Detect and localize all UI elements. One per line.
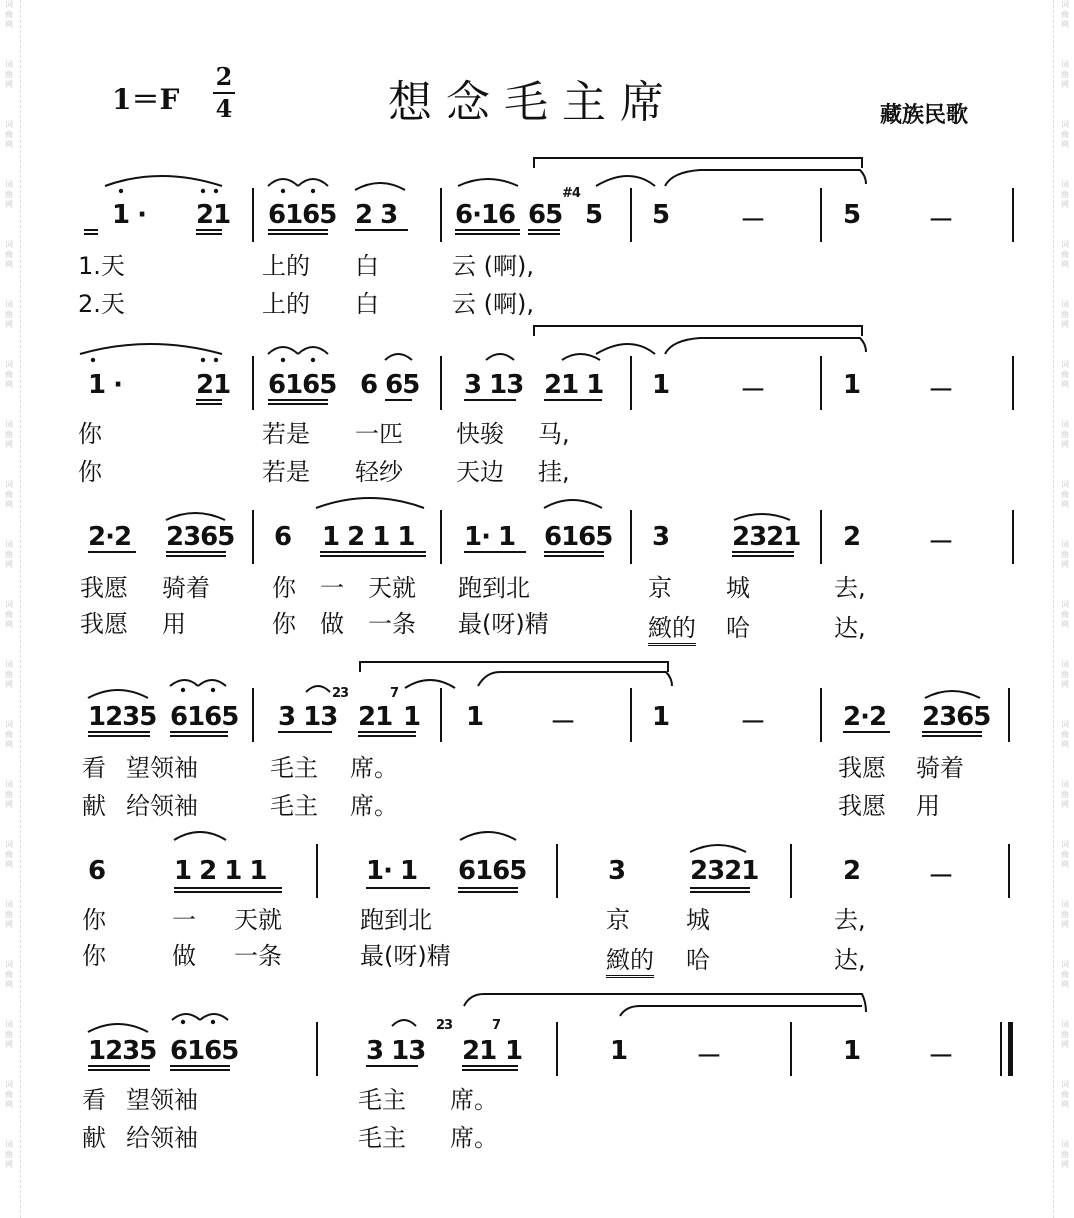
watermark-text: 词 曲 网 [5,480,13,509]
slur [460,832,516,840]
slur [80,344,222,354]
slur [392,1020,416,1026]
octave-dot [311,189,315,193]
lyric: 毛主 [358,1124,406,1152]
note: 1235 [88,1036,157,1066]
underline [88,732,150,736]
octave-dot [281,189,285,193]
note: 21 [462,1036,497,1066]
lyric: 2.天 [78,290,125,318]
watermark-text: 词 曲 网 [5,240,13,269]
slur [105,176,222,186]
underline [732,552,794,556]
watermark-text: 词 曲 网 [1061,840,1069,869]
note: 6·16 [455,200,516,230]
lyric: 挂, [538,458,570,486]
slur [306,686,330,692]
watermark-text: 词 曲 网 [1061,1020,1069,1049]
note: 21 [196,370,231,400]
dash: － [740,708,766,738]
octave-dot [211,688,215,692]
lyric: 哈 [686,946,710,974]
lyric: 做 [172,942,196,970]
lyric: 骑着 [916,754,964,782]
lyric: 上的 [262,290,310,318]
attribution: 藏族民歌 [880,103,969,128]
note: 1· 1 [366,856,418,886]
lyric: 緻的 [648,608,696,646]
underline [268,230,328,234]
lyric: 你 [78,420,102,448]
note: 1 [505,1036,523,1066]
slur [174,832,226,840]
slur [316,498,424,508]
lyric: 你 [82,942,106,970]
lyric: 一条 [368,610,416,638]
lyric: 天就 [234,906,282,934]
underline [544,552,604,556]
note: 3 13 [366,1036,426,1066]
lyric: 达, [834,614,866,642]
note: 6165 [458,856,527,886]
octave-dot [281,358,285,362]
lyric: 跑到北 [360,906,432,934]
watermark-text: 词 曲 网 [1061,360,1069,389]
underline [922,732,982,736]
watermark-text: 词 曲 网 [1061,180,1069,209]
watermark-text: 词 曲 网 [5,1020,13,1049]
slur [172,1014,200,1020]
note: 21 [358,702,393,732]
watermark-text: 词 曲 网 [1061,660,1069,689]
note: 1 [652,702,670,732]
grace-note: #4 [562,186,580,201]
watermark-text: 词 曲 网 [5,540,13,569]
lyric: 最(呀)精 [360,942,451,970]
lyric: 上的 [262,252,310,280]
underline [528,230,560,234]
lyric: 緻的 [606,940,654,978]
dash: － [550,708,576,738]
underline [358,732,416,736]
lyric: 一 [172,906,196,934]
slur [268,347,298,354]
watermark-text: 词 曲 网 [1061,960,1069,989]
watermark-text: 词 曲 网 [5,300,13,329]
underline [320,552,426,556]
octave-dot [201,358,205,362]
watermark-text: 词 曲 网 [1061,1080,1069,1109]
bracket [534,326,862,336]
slur [405,680,455,688]
note: 1 [466,702,484,732]
slur [170,680,198,686]
underline [166,552,226,556]
lyric: 毛主 [270,792,318,820]
lyric: 席。 [350,754,398,782]
note: 6165 [268,370,337,400]
lyric: 若是 [262,458,310,486]
lyric: 1.天 [78,252,125,280]
watermark-text: 词 曲 网 [5,1080,13,1109]
lyric: 我愿 [80,610,128,638]
dash: － [928,376,954,406]
slur [596,344,655,354]
octave-dot [214,358,218,362]
slur [925,691,980,698]
slur [200,1014,228,1020]
note: 65 [528,200,563,230]
note: 2·2 [843,702,887,732]
underline [268,400,328,404]
lyric: 席。 [450,1124,498,1152]
underline [690,888,750,892]
lyric: 去, [834,574,866,602]
lyric: 京 [648,574,672,602]
underline [170,732,228,736]
note: 6165 [544,522,613,552]
octave-dot [201,189,205,193]
note: 2 3 [355,200,398,230]
tie [478,672,672,686]
underline [458,888,518,892]
slur [562,354,600,360]
watermark-text: 词 曲 网 [1061,1140,1069,1169]
underline [170,1066,230,1070]
note: 1 [843,1036,861,1066]
note: 3 13 [464,370,524,400]
watermark-text: 词 曲 网 [1061,540,1069,569]
lyric: 我愿 [838,792,886,820]
lyric: 去, [834,906,866,934]
note: 21 1 [544,370,604,400]
watermark-text: 词 曲 网 [5,840,13,869]
watermark-text: 词 曲 网 [1061,120,1069,149]
watermark-text: 词 曲 网 [1061,720,1069,749]
watermark-text: 词 曲 网 [5,960,13,989]
lyric: 城 [726,574,750,602]
lyric: 给领袖 [126,792,198,820]
watermark-text: 词 曲 网 [5,600,13,629]
watermark-text: 词 曲 网 [5,180,13,209]
lyric: 用 [162,610,186,638]
lyric: 你 [78,458,102,486]
slur [298,179,328,186]
note: 2 [843,856,861,886]
lyric: 城 [686,906,710,934]
tie [464,994,866,1012]
lyric: 一匹 [355,420,403,448]
tie [620,1006,862,1016]
tie [665,338,866,354]
slur [458,179,518,186]
watermark-text: 词 曲 网 [1061,600,1069,629]
lyric: 你 [82,906,106,934]
lyric: 给领袖 [126,1124,198,1152]
slur [88,690,148,698]
lyric: 用 [916,792,940,820]
lyric: 达, [834,946,866,974]
note: 6165 [268,200,337,230]
watermark-text: 词 曲 网 [5,0,13,29]
underline [84,230,98,234]
lyric: 你 [272,574,296,602]
slur [385,354,412,360]
underline [196,230,222,234]
slur [198,680,226,686]
watermark-text: 词 曲 网 [5,660,13,689]
dash: － [696,1042,722,1072]
underline [196,400,222,404]
lyric: 献 [82,1124,106,1152]
lyric: 一 [320,574,344,602]
lyric: 白 [355,290,379,318]
watermark-text: 词 曲 网 [1061,300,1069,329]
slur [355,183,405,190]
lyric: 毛主 [358,1086,406,1114]
note: 1 [843,370,861,400]
dash: － [928,1042,954,1072]
slur [268,179,298,186]
slur [166,513,225,520]
watermark-text: 词 曲 网 [1061,0,1069,29]
lyric: 望领袖 [126,754,198,782]
song-title: 想念毛主席 [388,77,678,128]
lyric: 马, [538,420,570,448]
note: 3 13 [278,702,338,732]
lyric: 快骏 [456,420,504,448]
slur [734,514,790,520]
note: 1 · [88,370,123,400]
dash: － [740,376,766,406]
dash: － [928,862,954,892]
time-signature-top: 2 [215,62,233,91]
note: 2·2 [88,522,132,552]
grace-note: 7 [390,686,399,701]
watermark-text: 词 曲 网 [5,1140,13,1169]
octave-dot [181,1020,185,1024]
lyric: 最(呀)精 [458,610,549,638]
lyric: 看 [82,1086,106,1114]
watermark-text: 词 曲 网 [5,720,13,749]
lyric: 望领袖 [126,1086,198,1114]
note: 6165 [170,702,239,732]
watermark-text: 词 曲 网 [5,900,13,929]
lyric: 云 (啊), [452,252,534,280]
watermark-text: 词 曲 网 [1061,900,1069,929]
underline [455,230,520,234]
octave-dot [211,1020,215,1024]
lyric: 轻纱 [355,458,403,486]
note: 3 [652,522,670,552]
octave-dot [214,189,218,193]
underline [88,1066,150,1070]
lyric: 京 [606,906,630,934]
octave-dot [91,358,95,362]
note: 2 [843,522,861,552]
note: 6165 [170,1036,239,1066]
slur [486,354,514,360]
note: 2321 [732,522,801,552]
time-signature-bottom: 4 [215,94,233,123]
grace-note: 23 [436,1018,453,1033]
lyric: 跑到北 [458,574,530,602]
watermark-text: 词 曲 网 [1061,420,1069,449]
note: 1 [610,1036,628,1066]
lyric: 天就 [368,574,416,602]
dash: － [928,528,954,558]
note: 3 [608,856,626,886]
lyric: 席。 [350,792,398,820]
watermark-text: 词 曲 网 [5,420,13,449]
lyric: 天边 [456,458,504,486]
lyric: 哈 [726,614,750,642]
underline [174,888,282,892]
slur [690,845,746,852]
lyric: 做 [320,610,344,638]
key-signature: 1＝F [112,83,180,116]
note: 6 65 [360,370,420,400]
octave-dot [311,358,315,362]
note: 6 [88,856,106,886]
slur [596,176,655,186]
lyric: 你 [272,610,296,638]
lyric: 看 [82,754,106,782]
lyric: 若是 [262,420,310,448]
bracket [534,158,862,168]
grace-note: 7 [492,1018,501,1033]
slur [298,347,328,354]
lyric: 白 [355,252,379,280]
grace-note: 23 [332,686,349,701]
watermark-text: 词 曲 网 [1061,240,1069,269]
watermark-text: 词 曲 网 [1061,60,1069,89]
note: 1 [652,370,670,400]
slur [88,1024,148,1032]
note: 1 [403,702,421,732]
watermark-text: 词 曲 网 [5,780,13,809]
note: 1 2 1 1 [322,522,415,552]
lyric: 我愿 [80,574,128,602]
note: 2321 [690,856,759,886]
note: 6 [274,522,292,552]
note: 2365 [922,702,991,732]
note: 5 [652,200,670,230]
note: 1 · [112,200,147,230]
watermark-text: 词 曲 网 [1061,780,1069,809]
lyric: 献 [82,792,106,820]
lyric: 毛主 [270,754,318,782]
note: 1· 1 [464,522,516,552]
watermark-text: 词 曲 网 [1061,480,1069,509]
lyric: 席。 [450,1086,498,1114]
watermark-text: 词 曲 网 [5,60,13,89]
note: 5 [843,200,861,230]
slur [544,500,602,508]
underline [462,1066,518,1070]
note: 1235 [88,702,157,732]
dash: － [928,206,954,236]
bracket [360,662,668,672]
watermark-text: 词 曲 网 [5,120,13,149]
lyric: 我愿 [838,754,886,782]
note: 5 [585,200,603,230]
lyric: 骑着 [162,574,210,602]
lyric: 云 (啊), [452,290,534,318]
lyric: 一条 [234,942,282,970]
note: 1 2 1 1 [174,856,267,886]
watermark-text: 词 曲 网 [5,360,13,389]
octave-dot [119,189,123,193]
tie [665,170,866,186]
octave-dot [181,688,185,692]
note: 21 [196,200,231,230]
note: 2365 [166,522,235,552]
dash: － [740,206,766,236]
